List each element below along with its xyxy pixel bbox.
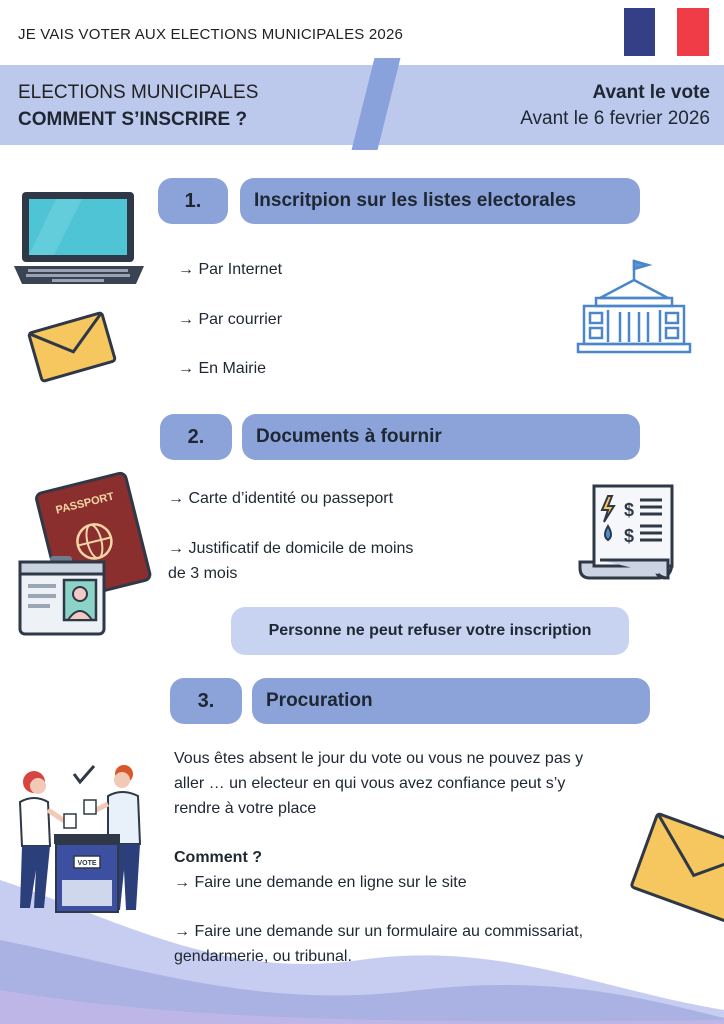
- section1-title: Inscritpion sur les listes electorales: [240, 178, 640, 224]
- section3-number: 3.: [170, 678, 242, 724]
- section2-item-domicile: → Justificatif de domicile de moins: [168, 540, 414, 557]
- section2-title: Documents à fournir: [242, 414, 640, 460]
- svg-text:$: $: [624, 526, 635, 546]
- header-deadline-date: Avant le 6 fevrier 2026: [520, 108, 710, 129]
- section3-paragraph-line1: Vous êtes absent le jour du vote ou vous ne pouvez pas y: [174, 750, 584, 767]
- section3-how-item-form: → Faire une demande sur un formulaire au commissariat,: [174, 923, 584, 940]
- town-hall-icon: [574, 258, 694, 362]
- passport-id-card-icon: [14, 470, 154, 640]
- section3-title: Procuration: [252, 678, 650, 724]
- section1-item-mairie: → En Mairie: [178, 360, 267, 377]
- header-title: COMMENT S’INSCRIRE ?: [18, 109, 248, 130]
- passport-label: PASSPORT: [54, 490, 116, 517]
- bill-receipt-icon: [576, 482, 684, 586]
- ballot-box-label: VOTE: [77, 860, 97, 867]
- section2-note: Personne ne peut refuser votre inscription: [231, 607, 629, 655]
- header-subtitle: ELECTIONS MUNICIPALES: [18, 82, 259, 103]
- section3-how-item-online: → Faire une demande en ligne sur le site: [174, 874, 467, 891]
- document-title: JE VAIS VOTER AUX ELECTIONS MUNICIPALES 2026: [18, 26, 404, 43]
- section2-number: 2.: [160, 414, 232, 460]
- section2-item-domicile-cont: de 3 mois: [168, 565, 238, 582]
- header-deadline-label: Avant le vote: [592, 82, 710, 103]
- svg-text:$: $: [624, 500, 635, 520]
- flag-blue-stripe: [624, 8, 656, 56]
- section1-number: 1.: [158, 178, 228, 224]
- flag-red-stripe: [677, 8, 709, 56]
- section3-paragraph-line2: aller … un electeur en qui vous avez confiance peut s’y: [174, 775, 566, 792]
- section2-item-id: → Carte d’identité ou passeport: [168, 490, 394, 507]
- section3-how-label: Comment ?: [174, 849, 262, 866]
- envelope-large-icon: [626, 806, 724, 938]
- section1-item-courrier: → Par courrier: [178, 311, 283, 328]
- section3-how-item-form-cont: gendarmerie, ou tribunal.: [174, 948, 352, 965]
- flag-white-stripe: [655, 8, 677, 56]
- laptop-icon: [12, 190, 146, 288]
- voters-ballot-box-illustration: [4, 760, 164, 920]
- section3-paragraph-line3: rendre à votre place: [174, 800, 317, 817]
- section1-item-internet: → Par Internet: [178, 261, 283, 278]
- envelope-icon: [24, 306, 120, 388]
